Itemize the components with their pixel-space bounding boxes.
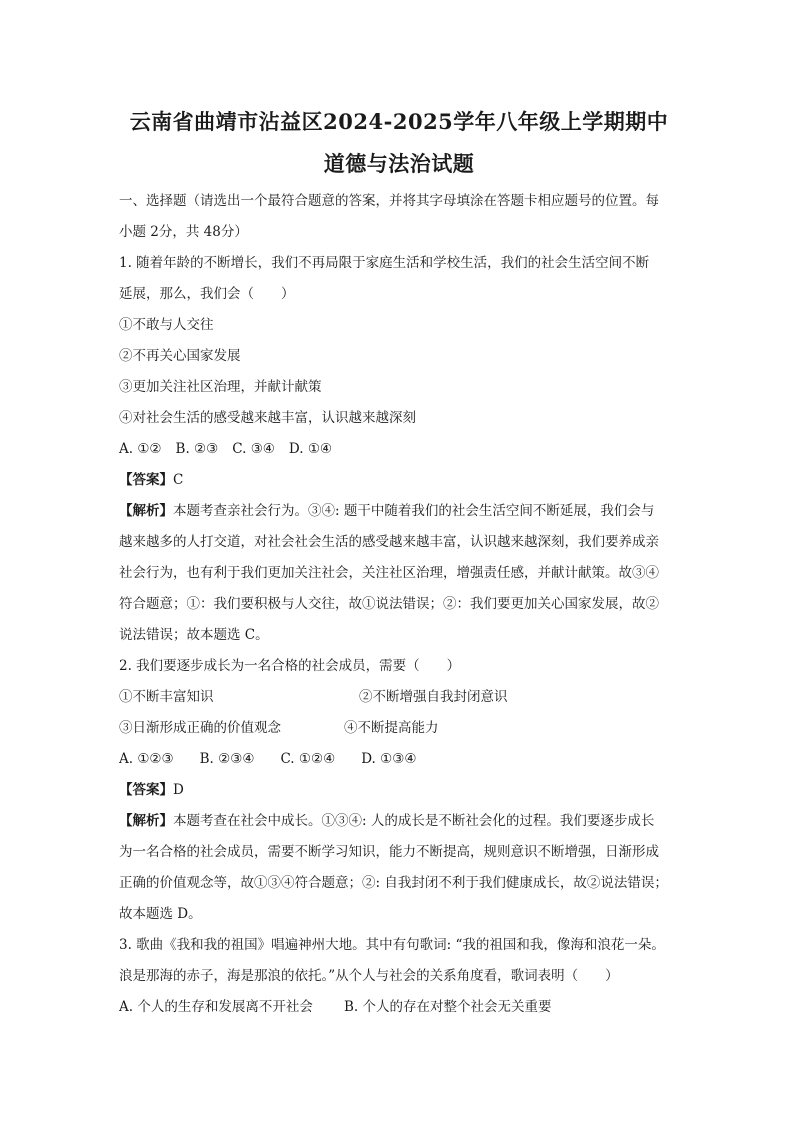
- q2-answer-value: D: [173, 782, 184, 798]
- q1-analysis-line2: 越来越多的人打交道，对社会社会生活的感受越来越丰富，认识越来越深刻，我们要养成亲: [119, 534, 659, 550]
- q2-analysis-line2: 为一名合格的社会成员，需要不断学习知识，能力不断提高，规则意识不断增强，日渐形成: [119, 844, 659, 860]
- answer-label: 【答案】: [119, 472, 173, 488]
- q2-items-row1: [119, 682, 679, 713]
- exam-title-line1: 云南省曲靖市沾益区2024-2025学年八年级上学期期中: [129, 109, 669, 134]
- analysis-label: 【解析】: [119, 503, 173, 519]
- q3-option-b: B. 个人的存在对整个社会无关重要: [344, 999, 552, 1015]
- q2-option-a: A. ①②③: [119, 751, 174, 767]
- q1-item-2: ②不再关心国家发展: [119, 348, 241, 364]
- q2-item-4: ④不断提高能力: [344, 720, 439, 736]
- q1-options: [119, 434, 679, 465]
- section-heading-line2: 小题 2分，共 48分）: [119, 224, 248, 240]
- q1-option-c: C. ③④: [232, 441, 275, 457]
- q2-stem: 2. 我们要逐步成长为一名合格的社会成员，需要（ ）: [119, 658, 461, 674]
- q1-item-3: ③更加关注社区治理，并献计献策: [119, 379, 322, 395]
- q2-analysis-line3: 正确的价值观念等，故①③④符合题意；②: 自我封闭不利于我们健康成长，故②说法错误；: [119, 875, 668, 891]
- q1-analysis-line4: 符合题意；①：我们要积极与人交往，故①说法错误；②：我们要更加关心国家发展，故②: [119, 596, 659, 612]
- q1-analysis-line1: [119, 496, 679, 527]
- answer-label: 【答案】: [119, 782, 173, 798]
- q2-analysis-line1: [119, 806, 679, 837]
- exam-title-line2: 道德与法治试题: [323, 151, 475, 176]
- q1-option-d: D. ①④: [288, 441, 333, 457]
- q2-item-2: ②不断增强自我封闭意识: [359, 689, 508, 705]
- q1-stem-line1: 1. 随着年龄的不断增长，我们不再局限于家庭生活和学校生活，我们的社会生活空间不断: [119, 255, 650, 271]
- q2-items-row2: [119, 713, 679, 744]
- q2-option-c: C. ①②④: [280, 751, 336, 767]
- analysis-label: 【解析】: [119, 813, 173, 829]
- exam-page: [119, 96, 679, 1023]
- q3-stem-line2: 浪是那海的赤子，海是那浪的依托。”从个人与社会的关系角度看，歌词表明（ ）: [119, 968, 619, 984]
- q3-option-a: A. 个人的生存和发展离不开社会: [119, 999, 313, 1015]
- q1-stem-line2: 延展，那么，我们会（ ）: [119, 286, 295, 302]
- q1-answer: [119, 465, 679, 496]
- section-heading-line1: 一、选择题（请选出一个最符合题意的答案，并将其字母填涂在答题卡相应题号的位置。每: [119, 193, 659, 209]
- q1-answer-value: C: [173, 472, 184, 488]
- q2-item-3: ③日渐形成正确的价值观念: [119, 720, 281, 736]
- q1-option-a: A. ①②: [119, 441, 162, 457]
- q3-options-row: [119, 992, 679, 1023]
- q1-option-b: B. ②③: [175, 441, 219, 457]
- q2-analysis-line4: 故本题选 D。: [119, 906, 202, 922]
- q2-analysis-text-1: 本题考查在社会中成长。①③④: 人的成长是不断社会化的过程。我们要逐步成长: [173, 813, 655, 829]
- q2-options: [119, 744, 679, 775]
- q2-item-1: ①不断丰富知识: [119, 689, 214, 705]
- q1-analysis-text-1: 本题考查亲社会行为。③④: 题干中随着我们的社会生活空间不断延展，我们会与: [173, 503, 655, 519]
- q1-analysis-line3: 社会行为，也有利于我们更加关注社会，关注社区治理，增强责任感，并献计献策。故③④: [119, 565, 659, 581]
- q2-option-d: D. ①③④: [361, 751, 417, 767]
- q1-item-1: ①不敢与人交往: [119, 317, 214, 333]
- q2-answer: [119, 775, 679, 806]
- q1-item-4: ④对社会生活的感受越来越丰富，认识越来越深刻: [119, 410, 416, 426]
- q1-analysis-line5: 说法错误；故本题选 C。: [119, 627, 269, 643]
- q3-stem-line1: 3. 歌曲《我和我的祖国》唱遍神州大地。其中有句歌词: “我的祖国和我，像海和浪花一朵。: [119, 937, 665, 953]
- q2-option-b: B. ②③④: [199, 751, 255, 767]
